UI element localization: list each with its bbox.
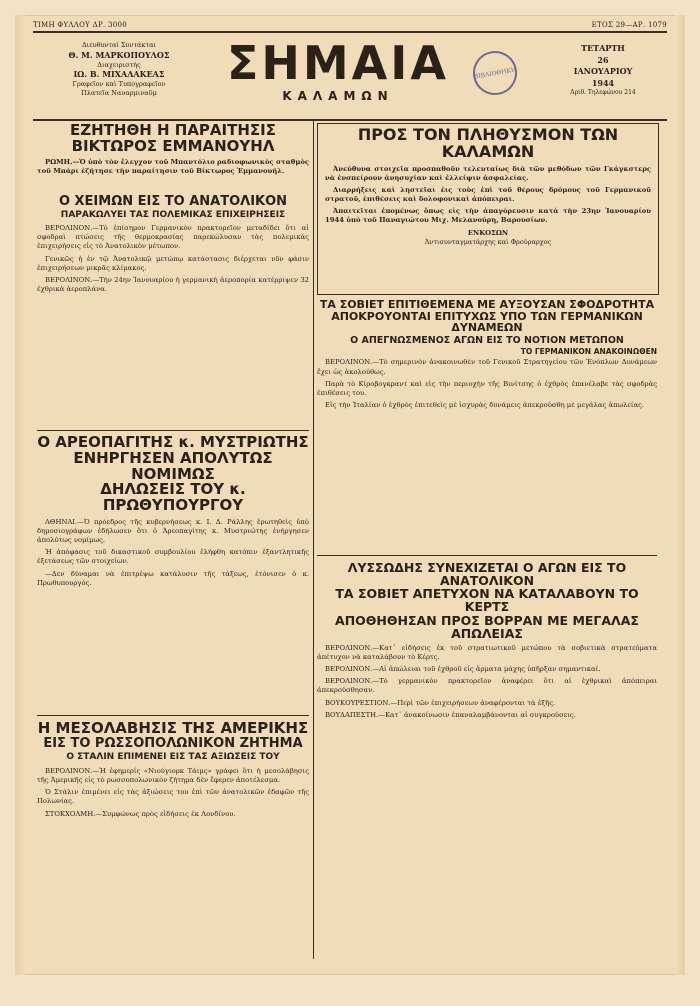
headline-line: ΑΠΟΘΗΘΗΣΑΝ ΠΡΟΣ ΒΟΡΡΑΝ ΜΕ ΜΕΓΑΛΑΣ ΑΠΩΛΕΙΑΣ: [335, 612, 639, 641]
article-kerch: [317, 561, 657, 723]
article-winter-east: [37, 195, 309, 297]
article-body: Ἡ ἀπόφασις τοῦ δικαστικοῦ συμβουλίου ἐλήφθη κατόπιν ἐξαντλητικῆς ἐξετάσεως τῶν στοιχείων.: [37, 548, 309, 566]
article-usa-mediation: [37, 721, 309, 822]
library-stamp-icon: ΒΙΒΛΙΟΘΗΚΗ: [470, 48, 521, 99]
headline: [37, 721, 309, 763]
article-body: Παρὰ τὸ Κίροβογκραντ καὶ εἰς τὴν περιοχὴν τῆς Βινίτσης ὁ ἐχθρὸς ἐπανέλαβε τὰς σφοδρὰς ἐπιθέσεις του.: [317, 379, 657, 397]
headline-line: ΛΥΣΣΩΔΗΣ ΣΥΝΕΧΙΖΕΤΑΙ Ο ΑΓΩΝ ΕΙΣ ΤΟ ΑΝΑΤΟΛΙΚΟΝ: [347, 560, 627, 589]
phone: Αριθ. Τηλεφώνου 214: [570, 89, 636, 97]
month: ΙΑΝΟΥΑΡΙΟΥ: [573, 66, 633, 77]
divider: [37, 430, 309, 431]
article-body: ΒΕΡΟΛΙΝΟΝ.—Ἡ ἐφημερίς «Νιούγιορκ Τάιμς» γράφει ὅτι ἡ μεσολάβησις τῆς Ἀμερικῆς εἰς τὸ ρωσσοπολωνικὸν ζήτημα δὲν ἔφερεν ἀποτέλεσμα.: [37, 766, 309, 784]
article-body: ΒΕΡΟΛΙΝΟΝ.—Τὸ γερμανικὸν πρακτορεῖον ἀναφέρει ὅτι αἱ ἐχθρικαὶ ἀπόπειραι ἀπεκρούσθησαν.: [317, 677, 657, 695]
editor-line: ΙΩ. Β. ΜΙΧΑΛΑΚΕΑΣ: [73, 69, 165, 80]
column-divider: [313, 119, 314, 959]
headline: ΠΡΟΣ ΤΟΝ ΠΛΗΘΥΣΜΟΝ ΤΩΝ ΚΑΛΑΜΩΝ: [357, 125, 619, 161]
headline-line: Ο ΑΡΕΟΠΑΓΙΤΗΣ κ. ΜΥΣΤΡΙΩΤΗΣ: [37, 433, 309, 451]
headline: [317, 299, 657, 355]
headline-line: ΕΖΗΤΗΘΗ Η ΠΑΡΑΙΤΗΣΙΣ: [70, 121, 276, 139]
top-line: [33, 21, 667, 29]
headline: [317, 561, 657, 640]
article-body: ΣΤΟΚΧΟΛΜΗ.—Συμφώνως πρὸς εἰδήσεις ἐκ Λονδίνου.: [45, 809, 236, 818]
article-body: ΡΩΜΗ.—Ὁ ὑπὸ τὸν ἔλεγχον τοῦ Μπαντόλιο ραδιοφωνικὸς σταθμὸς τοῦ Μπάρι ἐζήτησε τὴν παραίτησιν τοῦ Βίκτωρος Ἐμμανουήλ.: [37, 157, 309, 175]
headline-line: Ο ΧΕΙΜΩΝ ΕΙΣ ΤΟ ΑΝΑΤΟΛΙΚΟΝ: [58, 194, 288, 209]
newspaper-page: [15, 15, 685, 975]
headline-line: ΤΑ ΣΟΒΙΕΤ ΑΠΕΤΥΧΟΝ ΝΑ ΚΑΤΑΛΑΒΟΥΝ ΤΟ ΚΕΡΤΣ: [335, 586, 639, 615]
headline: [37, 435, 309, 514]
headline-subline: Ο ΑΠΕΓΝΩΣΜΕΝΟΣ ΑΓΩΝ ΕΙΣ ΤΟ ΝΟΤΙΟΝ ΜΕΤΩΠΟΝ: [350, 334, 624, 346]
article-body: ΒΟΥΚΟΥΡΕΣΤΙΟΝ.—Περὶ τῶν ἐπιχειρήσεων ἀναφέρονται τὰ ἑξῆς.: [325, 698, 556, 707]
headline-line: Η ΜΕΣΟΛΑΒΗΣΙΣ ΤΗΣ ΑΜΕΡΙΚΗΣ: [37, 719, 309, 737]
headline-line: ΒΙΚΤΩΡΟΣ ΕΜΜΑΝΟΥΗΛ: [71, 136, 275, 155]
headline-line: ΑΠΟΚΡΟΥΟΝΤΑΙ ΕΠΙΤΥΧΩΣ ΥΠΟ ΤΩΝ ΓΕΡΜΑΝΙΚΩΝ ΔΥΝΑΜΕΩΝ: [331, 309, 643, 335]
article-body: ΑΘΗΝΑΙ.—Ὁ πρόεδρος τῆς κυβερνήσεως κ. Ι. Δ. Ράλλης ἐρωτηθεὶς ὑπὸ δημοσιογράφων ἐδήλωσεν ὅτι ὁ Ἀρεοπαγίτης κ. Μυστριώτης ἐνήργησεν ἀπολύτως νομίμως.: [37, 517, 309, 545]
headline-kicker: ΤΟ ΓΕΡΜΑΝΙΚΟΝ ΑΝΑΚΟΙΝΩΘΕΝ: [520, 346, 657, 356]
article-body: ΒΕΡΟΛΙΝΟΝ.—Κατ᾽ εἰδήσεις ἐκ τοῦ στρατιωτικοῦ μετώπου τὰ σοβιετικὰ στρατεύματα ἀπέτυχον νὰ καταλάβουν τὸ Κέρτς.: [317, 643, 657, 661]
divider: [317, 555, 657, 556]
editor-line: Γραφεῖον καὶ Τυπογραφεῖον: [72, 80, 166, 89]
title-subtitle: ΚΑΛΑΜΩΝ: [282, 89, 394, 103]
editor-line: Θ. Μ. ΜΑΡΚΟΠΟΥΛΟΣ: [68, 49, 170, 60]
headline-line: ΔΗΛΩΣΕΙΣ ΤΟΥ κ. ΠΡΩΘΥΠΟΥΡΓΟΥ: [100, 480, 246, 514]
headline-line: ΕΙΣ ΤΟ ΡΩΣΣΟΠΟΛΩΝΙΚΟΝ ΖΗΤΗΜΑ: [43, 735, 303, 751]
price: ΤΙΜΗ ΦΥΛΛΟΥ ΔΡ. 3000: [33, 21, 128, 29]
article-body: Διαρρήξεις καὶ ληστεῖαι ἐις τοὺς ἐπὶ τοῦ θέρους δρόμους τοῦ Γερμανικοῦ στρατοῦ, ἐπιθέσεις καὶ δολοφονικαὶ ἀπόπειραι.: [325, 185, 651, 204]
article-body: ΒΕΡΟΛΙΝΟΝ.—Αἱ ἀπώλειαι τοῦ ἐχθροῦ εἰς ἄρματα μάχης ὑπῆρξαν σημαντικαί.: [325, 665, 601, 674]
article-body: Ἀπαιτεῖται ἐπομένως ὅπως εἰς τὴν ἀπαγόρευσιν κατὰ τὴν 23ην Ἰανουαρίου 1944 ὑπὸ τοῦ Παναγιώτου Μιχ. Μελανούρη, Βαρουσίων.: [325, 207, 651, 225]
signature-title: Ἀντισυνταγματάρχης καὶ Φρούραρχος: [424, 237, 552, 246]
editor-block: [39, 41, 199, 98]
weekday: ΤΕΤΑΡΤΗ: [581, 43, 625, 53]
headline-line: ΤΑ ΣΟΒΙΕΤ ΕΠΙΤΙΘΕΜΕΝΑ ΜΕ ΑΥΞΟΥΣΑΝ ΣΦΟΔΡΟΤΗΤΑ: [319, 298, 655, 311]
article-body: —Δεν δύναμαι νὰ ἐπιτρέψω κατάλυσιν τῆς τάξεως, ἐτόνισεν ὁ κ. Πρωθυπουργός.: [37, 569, 309, 587]
article-abdication: [37, 123, 309, 179]
masthead: [33, 31, 667, 121]
article-body: Γενικῶς ἡ ἐν τῷ Ἀνατολικῷ μετώπῳ κατάστασις διέρχεται νῦν φάσιν ἐπιχειρήσεων μικρᾶς κλίμακος.: [37, 254, 309, 272]
signature-name: ΕΝΚΟΣΩΝ: [467, 228, 509, 237]
article-areopagite: [37, 435, 309, 591]
page-edge-right: [675, 15, 685, 975]
editor-line: Διαχειριστής: [97, 60, 141, 69]
article-proclamation: [325, 127, 651, 247]
article-body: ΒΕΡΟΛΙΝΟΝ.—Τὸ ἐπίσημον Γερμανικὸν πρακτορεῖον μεταδίδει ὅτι αἱ σφοδραὶ πτώσεις τῆς θερμοκρασίας παρεκώλυσαν τὰς πολεμικὰς ἐπιχειρήσεις εἰς τὸ Ἀνατολικὸν μέτωπον.: [37, 224, 309, 251]
title-word: ΣΗΜΑΙΑ: [226, 36, 449, 90]
headline-line: ΕΝΗΡΓΗΣΕΝ ΑΠΟΛΥΤΩΣ ΝΟΜΙΜΩΣ: [73, 448, 273, 483]
editor-line: Πλατεῖα Ναυαρμιναῦμ: [81, 88, 157, 97]
headline-subline: ΠΑΡΑΚΩΛΥΕΙ ΤΑΣ ΠΟΛΕΜΙΚΑΣ ΕΠΙΧΕΙΡΗΣΕΙΣ: [60, 209, 286, 220]
date-block: [543, 43, 663, 98]
year: 1944: [591, 77, 615, 88]
article-soviet-attacks: [317, 299, 657, 413]
article-body: Ὁ Στάλιν ἐπιμένει εἰς τὰς ἀξιώσεις του ἐπὶ τῶν ἀνατολικῶν ἐδαφῶν τῆς Πολωνίας.: [37, 788, 309, 806]
article-body: Ἀνεύθυνα στοιχεῖα προσπαθοῦν τελευταίως διὰ τῶν μεθόδων τῶν Γκάγκστερς νὰ ἐνσπείρουν ἀνησυχίαν καὶ ἐλλείψιν ἀσφαλείας.: [325, 164, 651, 182]
page-edge-left: [15, 15, 25, 975]
headline-subline: Ο ΣΤΑΛΙΝ ΕΠΙΜΕΝΕΙ ΕΙΣ ΤΑΣ ΑΞΙΩΣΕΙΣ ΤΟΥ: [66, 752, 280, 763]
divider: [37, 715, 309, 716]
day: 26: [597, 54, 609, 65]
article-body: ΒΕΡΟΛΙΝΟΝ.—Τὴν 24ην Ἰανουαρίου ἡ γερμανικὴ ἀεροπορία κατέρριψεν 32 ἐχθρικὰ ἀεροπλάνα.: [37, 275, 309, 294]
headline: [37, 195, 309, 220]
article-body: ΒΟΥΔΑΠΕΣΤΗ.—Κατ᾽ ἀνακοίνωσιν ἐπαναλαμβάνονται αἱ συγκρούσεις.: [325, 710, 576, 719]
issue-number: ΕΤΟΣ 29—ΑΡ. 1079: [591, 21, 667, 29]
article-body: ΒΕΡΟΛΙΝΟΝ.—Τὸ σημερινὸν ἀνακοινωθὲν τοῦ Γενικοῦ Στρατηγείου τῶν Ἐνόπλων Δυνάμεων ἔχει ὡς ἀκολούθως.: [317, 358, 657, 376]
article-body: Εἰς τὴν Ἰταλίαν ὁ ἐχθρὸς ἐπιτεθεὶς μὲ ἰσχυρὰς δυνάμεις ἀπεκρούσθη μὲ μεγάλας ἀπωλείας.: [325, 401, 645, 410]
headline: [37, 123, 309, 155]
newspaper-title: [213, 37, 463, 103]
editor-line: Διευθυνταί Συντάκται: [81, 41, 157, 49]
